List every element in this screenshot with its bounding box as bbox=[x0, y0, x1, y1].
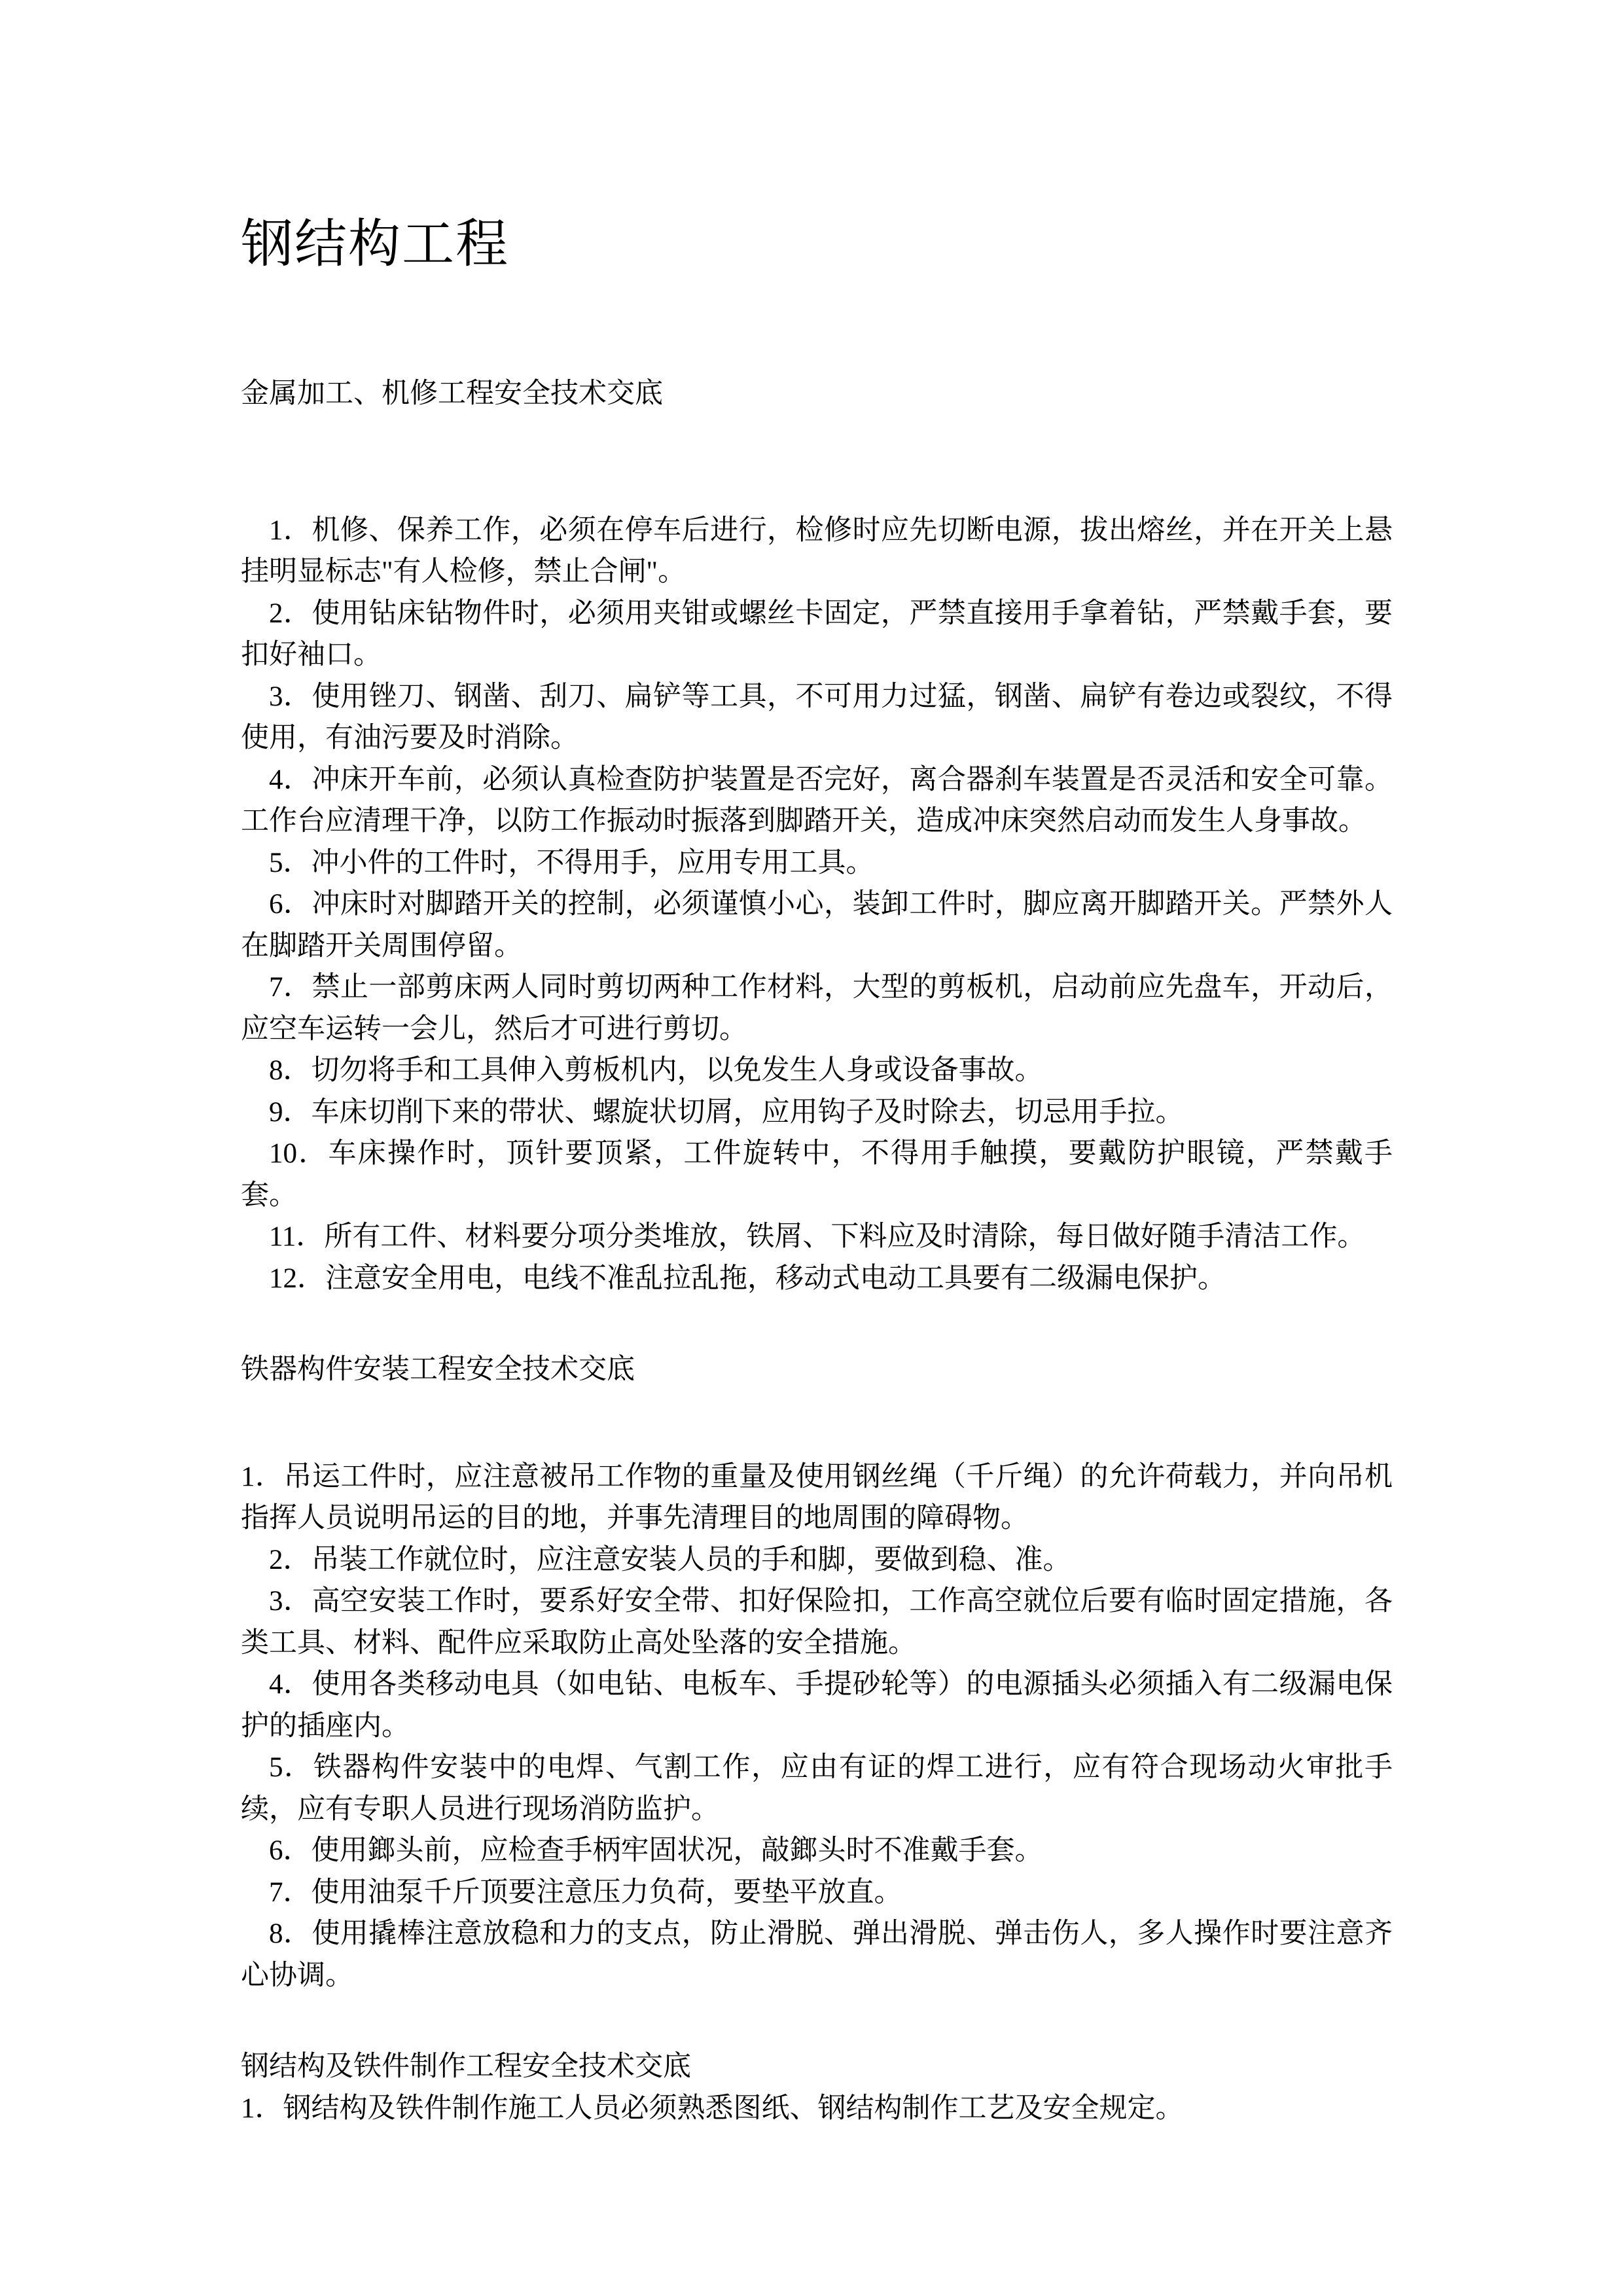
section-heading: 金属加工、机修工程安全技术交底 bbox=[241, 378, 663, 409]
list-item: 1．吊运工件时，应注意被吊工作物的重量及使用钢丝绳（千斤绳）的允许荷载力，并向吊机指挥人员说明吊运的目的地，并事先清理目的地周围的障碍物。 bbox=[241, 1461, 1393, 1534]
list-item: 1．钢结构及铁件制作施工人员必须熟悉图纸、钢结构制作工艺及安全规定。 bbox=[241, 2092, 1184, 2124]
list-item: 6．冲床时对脚踏开关的控制，必须谨慎小心，装卸工件时，脚应离开脚踏开关。严禁外人在脚踏开关周围停留。 bbox=[241, 889, 1393, 961]
section-steel-fabrication bbox=[241, 2046, 1393, 2129]
section-heading: 铁器构件安装工程安全技术交底 bbox=[241, 1354, 635, 1385]
list-item: 4．冲床开车前，必须认真检查防护装置是否完好，离合器刹车装置是否灵活和安全可靠。工作台应清理干净，以防工作振动时振落到脚踏开关，造成冲床突然启动而发生人身事故。 bbox=[241, 764, 1393, 836]
list-item: 8．使用撬棒注意放稳和力的支点，防止滑脱、弹出滑脱、弹击伤人，多人操作时要注意齐心协调。 bbox=[241, 1918, 1393, 1991]
list-item: 2．吊装工作就位时，应注意安装人员的手和脚，要做到稳、准。 bbox=[269, 1544, 1071, 1575]
list-item: 3．使用锉刀、钢凿、刮刀、扁铲等工具，不可用力过猛，钢凿、扁铲有卷边或裂纹，不得使用，有油污要及时消除。 bbox=[241, 681, 1393, 753]
list-item: 10．车床操作时，顶针要顶紧，工件旋转中，不得用手触摸，要戴防护眼镜，严禁戴手套。 bbox=[241, 1138, 1393, 1211]
list-item: 5．冲小件的工件时，不得用手，应用专用工具。 bbox=[269, 847, 874, 878]
list-item: 4．使用各类移动电具（如电钻、电板车、手提砂轮等）的电源插头必须插入有二级漏电保护的插座内。 bbox=[241, 1669, 1393, 1742]
section-iron-installation bbox=[241, 1349, 1393, 1996]
list-item: 12．注意安全用电，电线不准乱拉乱拖，移动式电动工具要有二级漏电保护。 bbox=[269, 1263, 1226, 1294]
list-item: 7．使用油泵千斤顶要注意压力负荷，要垫平放直。 bbox=[269, 1876, 902, 1908]
list-item: 3．高空安装工作时，要系好安全带、扣好保险扣，工作高空就位后要有临时固定措施，各类工具、材料、配件应采取防止高处坠落的安全措施。 bbox=[241, 1586, 1393, 1659]
list-item: 5．铁器构件安装中的电焊、气割工作，应由有证的焊工进行，应有符合现场动火审批手续，应有专职人员进行现场消防监护。 bbox=[241, 1752, 1393, 1825]
section-metalworking bbox=[241, 373, 1393, 1299]
list-item: 9．车床切削下来的带状、螺旋状切屑，应用钩子及时除去，切忌用手拉。 bbox=[269, 1096, 1184, 1128]
list-item: 8．切勿将手和工具伸入剪板机内，以免发生人身或设备事故。 bbox=[269, 1055, 1043, 1086]
list-item: 2．使用钻床钻物件时，必须用夹钳或螺丝卡固定，严禁直接用手拿着钻，严禁戴手套，要扣好袖口。 bbox=[241, 598, 1393, 670]
list-item: 11．所有工件、材料要分项分类堆放，铁屑、下料应及时清除，每日做好随手清洁工作。 bbox=[269, 1221, 1366, 1252]
list-item: 7．禁止一部剪床两人同时剪切两种工作材料，大型的剪板机，启动前应先盘车，开动后，应空车运转一会儿，然后才可进行剪切。 bbox=[241, 972, 1393, 1045]
section-heading: 钢结构及铁件制作工程安全技术交底 bbox=[241, 2051, 691, 2082]
page-title: 钢结构工程 bbox=[241, 216, 509, 274]
list-item: 6．使用鎯头前，应检查手柄牢固状况，敲鎯头时不准戴手套。 bbox=[269, 1835, 1043, 1866]
list-item: 1．机修、保养工作，必须在停车后进行，检修时应先切断电源，拔出熔丝，并在开关上悬挂明显标志"有人检修，禁止合闸"。 bbox=[241, 514, 1393, 587]
